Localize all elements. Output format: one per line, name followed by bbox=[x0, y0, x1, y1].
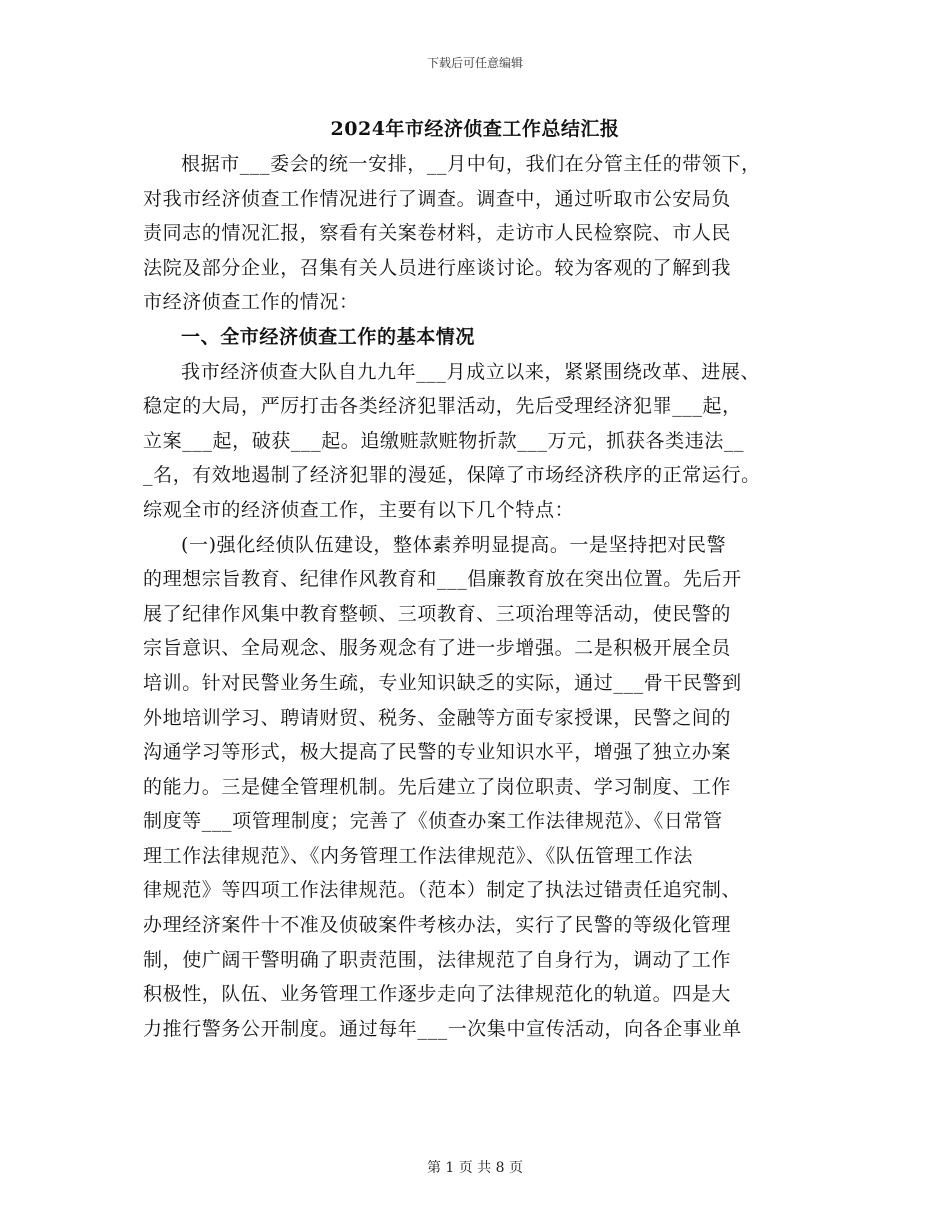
paragraph-line: 的理想宗旨教育、纪律作风教育和___倡廉教育放在突出位置。先后开 bbox=[143, 568, 742, 591]
paragraph-line: 沟通学习等形式，极大提高了民警的专业知识水平，增强了独立办案 bbox=[143, 741, 732, 764]
section-heading: 一、全市经济侦查工作的基本情况 bbox=[181, 325, 476, 348]
paragraph-line: 稳定的大局，严厉打击各类经济犯罪活动，先后受理经济犯罪___起， bbox=[143, 395, 742, 418]
paragraph-line: 责同志的情况汇报，察看有关案卷材料，走访市人民检察院、市人民 bbox=[143, 222, 732, 245]
paragraph-line: (一)强化经侦队伍建设，整体素养明显提高。一是坚持把对民警 bbox=[181, 533, 727, 556]
paragraph-line: 外地培训学习、聘请财贸、税务、金融等方面专家授课，民警之间的 bbox=[143, 706, 732, 729]
paragraph-line: 制度等___项管理制度；完善了《侦查办案工作法律规范》、《日常管 bbox=[143, 810, 723, 833]
paragraph-line: 对我市经济侦查工作情况进行了调查。调查中，通过听取市公安局负 bbox=[143, 187, 732, 210]
paragraph-line: 的能力。三是健全管理机制。先后建立了岗位职责、学习制度、工作 bbox=[143, 775, 732, 798]
document-title: 2024年市经济侦查工作总结汇报 bbox=[330, 118, 620, 140]
paragraph-line: _名，有效地遏制了经济犯罪的漫延，保障了市场经济秩序的正常运行。 bbox=[143, 464, 761, 487]
paragraph-line: 立案___起，破获___起。追缴赃款赃物折款___万元，抓获各类违法__ bbox=[143, 429, 745, 452]
paragraph-line: 办理经济案件十不准及侦破案件考核办法，实行了民警的等级化管理 bbox=[143, 914, 732, 937]
paragraph-line: 培训。针对民警业务生疏，专业知识缺乏的实际，通过___骨干民警到 bbox=[143, 671, 742, 694]
document-body bbox=[143, 147, 833, 1046]
paragraph-line: 积极性，队伍、业务管理工作逐步走向了法律规范化的轨道。四是大 bbox=[143, 983, 732, 1006]
paragraph-line: 展了纪律作风集中教育整顿、三项教育、三项治理等活动，使民警的 bbox=[143, 602, 732, 625]
paragraph-line: 制，使广阔干警明确了职责范围，法律规范了自身行为，调动了工作 bbox=[143, 948, 732, 971]
paragraph-line: 市经济侦查工作的情况： bbox=[143, 291, 359, 314]
page-footer: 第 1 页 共 8 页 bbox=[426, 1160, 524, 1176]
header-note: 下载后可任意编辑 bbox=[426, 56, 523, 70]
paragraph-line: 法院及部分企业，召集有关人员进行座谈讨论。较为客观的了解到我 bbox=[143, 256, 732, 279]
paragraph-line: 综观全市的经济侦查工作，主要有以下几个特点： bbox=[143, 498, 575, 521]
paragraph-line: 我市经济侦查大队自九九年___月成立以来，紧紧围绕改革、进展、 bbox=[181, 360, 761, 383]
paragraph-line: 宗旨意识、全局观念、服务观念有了进一步增强。二是积极开展全员 bbox=[143, 637, 732, 660]
paragraph-line: 律规范》等四项工作法律规范。（范本）制定了执法过错责任追究制、 bbox=[143, 879, 742, 902]
paragraph-line: 力推行警务公开制度。通过每年___一次集中宣传活动，向各企事业单 bbox=[143, 1017, 742, 1040]
paragraph-line: 理工作法律规范》、《内务管理工作法律规范》、《队伍管理工作法 bbox=[143, 844, 694, 867]
paragraph-line: 根据市___委会的统一安排，__月中旬，我们在分管主任的带领下， bbox=[181, 153, 761, 175]
